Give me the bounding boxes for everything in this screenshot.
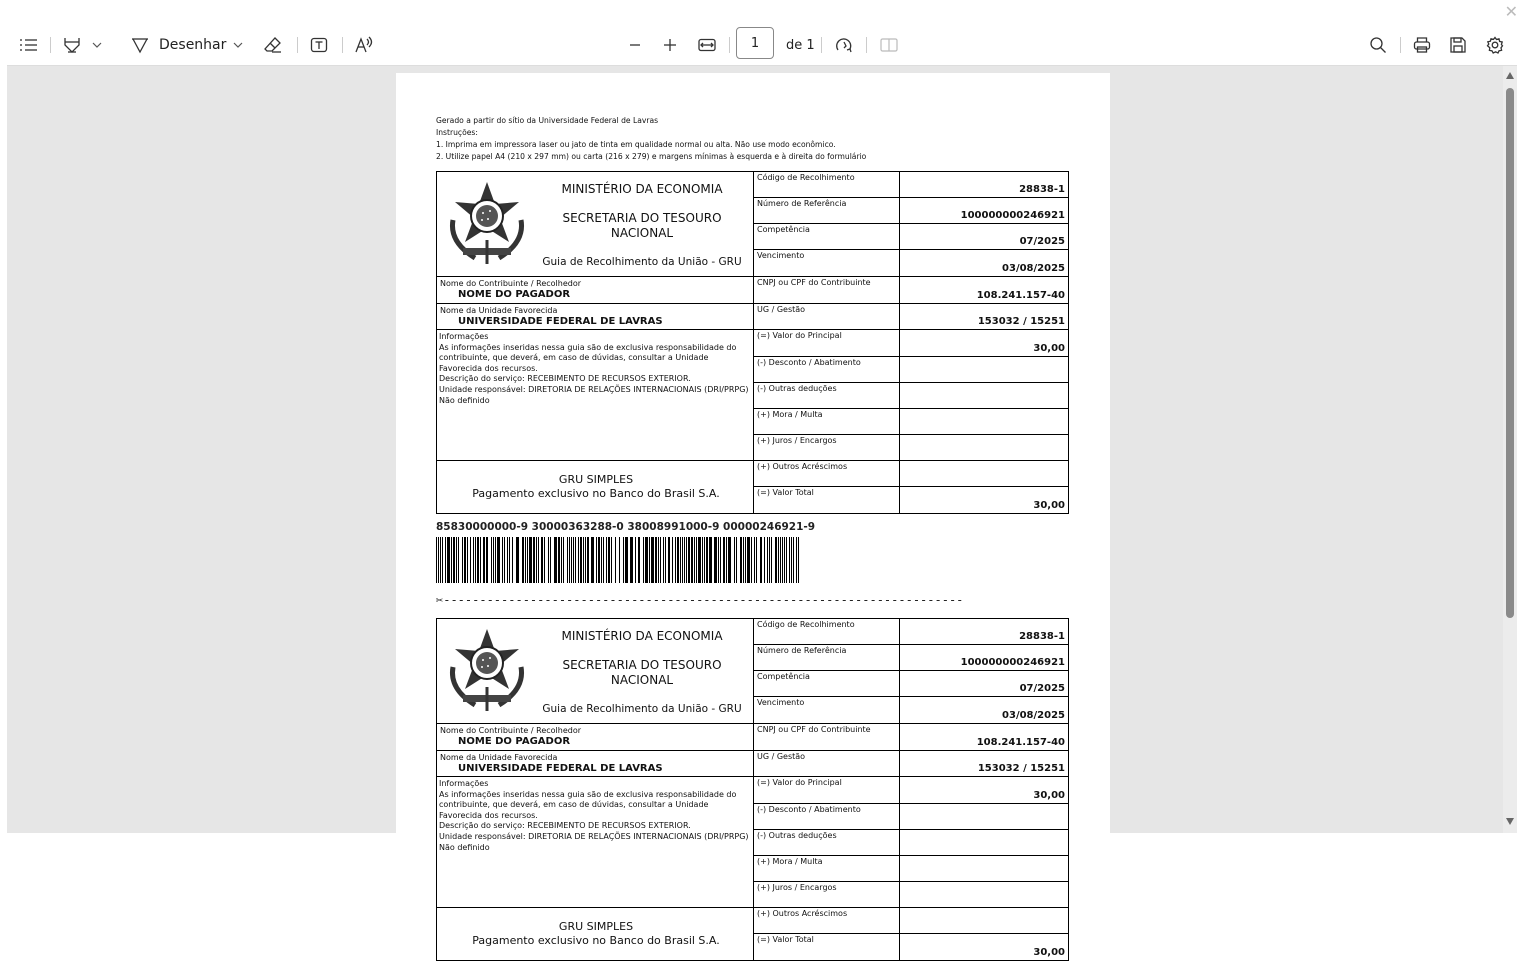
barcode-bar bbox=[775, 537, 777, 583]
field-value-cell bbox=[899, 881, 1069, 908]
barcode-bar bbox=[798, 537, 799, 583]
contribuinte-value: NOME DO PAGADOR bbox=[458, 289, 571, 300]
barcode-bar bbox=[760, 537, 762, 583]
field-label: (-) Desconto / Abatimento bbox=[757, 805, 861, 814]
barcode-bar bbox=[764, 537, 765, 583]
barcode-bar bbox=[740, 537, 742, 583]
barcode-bar bbox=[786, 537, 787, 583]
barcode-bar bbox=[580, 537, 582, 583]
two-page-view-icon bbox=[879, 25, 899, 65]
field-label: CNPJ ou CPF do Contribuinte bbox=[757, 278, 871, 287]
barcode-bar bbox=[696, 537, 697, 583]
barcode-bar bbox=[608, 537, 610, 583]
barcode-bar bbox=[497, 537, 500, 583]
barcode-bar bbox=[601, 537, 602, 583]
gru-payment-note: Pagamento exclusivo no Banco do Brasil S.A. bbox=[472, 934, 720, 947]
barcode-bar bbox=[536, 537, 537, 583]
barcode-bar bbox=[453, 537, 455, 583]
header-cell bbox=[436, 171, 754, 277]
barcode-bar bbox=[611, 537, 612, 583]
unidade-value: UNIVERSIDADE FEDERAL DE LAVRAS bbox=[458, 316, 663, 327]
guide-title: Guia de Recolhimento da União - GRU bbox=[542, 703, 742, 715]
barcode-bar bbox=[585, 537, 586, 583]
field-value-cell bbox=[899, 933, 1069, 961]
field-label-cell bbox=[753, 644, 900, 671]
field-label: (-) Desconto / Abatimento bbox=[757, 358, 861, 367]
barcode-bar bbox=[440, 537, 441, 583]
barcode-bar bbox=[509, 537, 510, 583]
field-value: 30,00 bbox=[1033, 947, 1065, 958]
field-value-cell bbox=[899, 907, 1069, 934]
instruction-line: Gerado a partir do sítio da Universidade Federal de Lavras bbox=[436, 116, 659, 125]
barcode-bar bbox=[630, 537, 633, 583]
barcode-bar bbox=[686, 537, 687, 583]
field-label: Competência bbox=[757, 672, 810, 681]
field-label-cell bbox=[753, 382, 900, 409]
barcode-bar bbox=[502, 537, 503, 583]
barcode-bar bbox=[672, 537, 673, 583]
field-value-cell bbox=[899, 723, 1069, 751]
field-value-cell bbox=[899, 486, 1069, 514]
field-label: Número de Referência bbox=[757, 199, 847, 208]
field-label-cell bbox=[753, 907, 900, 934]
contribuinte-cell bbox=[436, 276, 754, 304]
gru-simples-title: GRU SIMPLES bbox=[558, 920, 634, 933]
barcode-bar bbox=[477, 537, 479, 583]
field-label: (=) Valor Total bbox=[757, 935, 814, 944]
field-value-cell bbox=[899, 670, 1069, 697]
barcode-bar bbox=[473, 537, 474, 583]
barcode-bar bbox=[691, 537, 693, 583]
field-value: 100000000246921 bbox=[960, 657, 1065, 668]
field-value-cell bbox=[899, 618, 1069, 645]
field-label: Competência bbox=[757, 225, 810, 234]
field-label-cell bbox=[753, 696, 900, 724]
field-label: (+) Outros Acréscimos bbox=[757, 462, 848, 471]
field-value-cell bbox=[899, 356, 1069, 383]
field-value-cell bbox=[899, 197, 1069, 224]
barcode-bar bbox=[793, 537, 794, 583]
barcode-bar bbox=[438, 537, 439, 583]
unidade-value: UNIVERSIDADE FEDERAL DE LAVRAS bbox=[458, 763, 663, 774]
pdf-toolbar bbox=[7, 25, 1517, 66]
field-label-cell bbox=[753, 356, 900, 383]
barcode-digits: 85830000000-9 30000363288-0 38008991000-9 00000246921-9 bbox=[436, 521, 816, 533]
barcode-bar bbox=[591, 537, 594, 583]
barcode-bar bbox=[789, 537, 790, 583]
field-label-cell bbox=[753, 881, 900, 908]
barcode-bar bbox=[778, 537, 779, 583]
field-label: (+) Outros Acréscimos bbox=[757, 909, 848, 918]
barcode-bar bbox=[527, 537, 528, 583]
gru-payment-note: Pagamento exclusivo no Banco do Brasil S.A. bbox=[472, 487, 720, 500]
contribuinte-cell bbox=[436, 723, 754, 751]
barcode-bar bbox=[698, 537, 701, 583]
barcode-bar bbox=[447, 537, 450, 583]
barcode-bar bbox=[726, 537, 727, 583]
barcode-bar bbox=[507, 537, 508, 583]
field-label-cell bbox=[753, 276, 900, 304]
barcode-bar bbox=[569, 537, 570, 583]
secretariat-title: SECRETARIA DO TESOURO bbox=[562, 658, 722, 672]
field-label-cell bbox=[753, 803, 900, 830]
highlight-chevron-down-icon[interactable] bbox=[92, 25, 102, 65]
barcode-bar bbox=[567, 537, 568, 583]
barcode-bar bbox=[442, 537, 443, 583]
barcode-bar bbox=[445, 537, 446, 583]
barcode-bar bbox=[544, 537, 545, 583]
contents-icon[interactable] bbox=[19, 25, 39, 65]
field-value-cell bbox=[899, 223, 1069, 250]
barcode-bar bbox=[649, 537, 650, 583]
highlight-icon[interactable] bbox=[63, 25, 81, 65]
close-icon[interactable]: ✕ bbox=[1504, 2, 1518, 21]
zoom-out-icon[interactable] bbox=[628, 25, 642, 65]
barcode-bar bbox=[714, 537, 717, 583]
field-label: (+) Mora / Multa bbox=[757, 410, 823, 419]
gru-simples-cell bbox=[436, 460, 754, 514]
barcode-bar bbox=[682, 537, 683, 583]
field-value-cell bbox=[899, 776, 1069, 804]
field-label: Nome do Contribuinte / Recolhedor bbox=[440, 279, 582, 288]
field-label-cell bbox=[753, 670, 900, 697]
cut-line: ✂------------------------------------------------------------------------ bbox=[436, 593, 964, 607]
field-label-cell bbox=[753, 829, 900, 856]
save-icon[interactable] bbox=[1449, 25, 1467, 65]
barcode-bar bbox=[598, 537, 600, 583]
barcode-bar bbox=[583, 537, 584, 583]
barcode-bar bbox=[571, 537, 572, 583]
barcode-bar bbox=[684, 537, 685, 583]
barcode-bar bbox=[603, 537, 604, 583]
barcode-bar bbox=[464, 537, 466, 583]
field-label: Vencimento bbox=[757, 698, 805, 707]
barcode-bar bbox=[704, 537, 705, 583]
ministry-title: MINISTÉRIO DA ECONOMIA bbox=[561, 182, 723, 196]
barcode-bar bbox=[573, 537, 574, 583]
barcode-bar bbox=[677, 537, 679, 583]
barcode-bar bbox=[782, 537, 783, 583]
barcode-bar bbox=[578, 537, 579, 583]
field-label: Nome da Unidade Favorecida bbox=[440, 753, 558, 762]
header-cell bbox=[436, 618, 754, 724]
barcode-bar bbox=[548, 537, 549, 583]
barcode-bar bbox=[680, 537, 681, 583]
barcode-bar bbox=[525, 537, 526, 583]
barcode-bar bbox=[470, 537, 471, 583]
read-aloud-icon[interactable] bbox=[354, 25, 374, 65]
field-value-cell bbox=[899, 803, 1069, 830]
barcode-bar bbox=[623, 537, 624, 583]
barcode-bar bbox=[771, 537, 772, 583]
field-label-cell bbox=[753, 460, 900, 487]
draw-icon[interactable] bbox=[131, 25, 149, 65]
field-value-cell bbox=[899, 408, 1069, 435]
field-label: (+) Mora / Multa bbox=[757, 857, 823, 866]
page-number-input[interactable]: 1 bbox=[736, 27, 774, 59]
field-value-cell bbox=[899, 249, 1069, 277]
barcode-bar bbox=[643, 537, 644, 583]
barcode-bar bbox=[668, 537, 670, 583]
instructions bbox=[436, 115, 866, 163]
barcode-bar bbox=[767, 537, 768, 583]
field-value: 07/2025 bbox=[1019, 683, 1065, 694]
field-value-cell bbox=[899, 434, 1069, 461]
barcode-bar bbox=[480, 537, 481, 583]
field-value: 28838-1 bbox=[1019, 184, 1065, 195]
barcode-bar bbox=[529, 537, 532, 583]
barcode-bar bbox=[796, 537, 797, 583]
fit-width-icon[interactable] bbox=[698, 25, 716, 65]
secretariat-title: SECRETARIA DO TESOURO bbox=[562, 211, 722, 225]
barcode-bar bbox=[754, 537, 755, 583]
field-label: (+) Juros / Encargos bbox=[757, 883, 837, 892]
barcode-bar bbox=[516, 537, 519, 583]
barcode-bar bbox=[743, 537, 744, 583]
scroll-thumb[interactable] bbox=[1506, 88, 1514, 618]
barcode-bar bbox=[665, 537, 666, 583]
field-value-cell bbox=[899, 303, 1069, 330]
barcode-bar bbox=[702, 537, 703, 583]
barcode-bar bbox=[458, 537, 459, 583]
barcode-bar bbox=[587, 537, 589, 583]
pdf-page bbox=[396, 73, 1110, 958]
field-value-cell bbox=[899, 855, 1069, 882]
field-label: (=) Valor do Principal bbox=[757, 331, 842, 340]
gru-simples-cell bbox=[436, 907, 754, 961]
barcode-bar bbox=[467, 537, 468, 583]
info-cell bbox=[436, 329, 754, 461]
field-value-cell bbox=[899, 696, 1069, 724]
field-value: 30,00 bbox=[1033, 790, 1065, 801]
draw-label[interactable]: Desenhar bbox=[159, 37, 227, 53]
field-value: 28838-1 bbox=[1019, 631, 1065, 642]
barcode-bar bbox=[736, 537, 737, 583]
zoom-in-icon[interactable] bbox=[663, 25, 677, 65]
brazil-coat-of-arms-icon bbox=[445, 180, 529, 266]
field-label: Número de Referência bbox=[757, 646, 847, 655]
field-label-cell bbox=[753, 408, 900, 435]
field-value: 153032 / 15251 bbox=[977, 316, 1065, 327]
field-label: Vencimento bbox=[757, 251, 805, 260]
barcode-bar bbox=[728, 537, 731, 583]
text-box-icon[interactable] bbox=[310, 25, 328, 65]
barcode-bar bbox=[635, 537, 636, 583]
contribuinte-value: NOME DO PAGADOR bbox=[458, 736, 571, 747]
barcode-bar bbox=[533, 537, 535, 583]
barcode-bar bbox=[619, 537, 620, 583]
barcode-bar bbox=[456, 537, 457, 583]
field-label: (=) Valor do Principal bbox=[757, 778, 842, 787]
field-label-cell bbox=[753, 618, 900, 645]
barcode-bar bbox=[475, 537, 476, 583]
barcode-bar bbox=[663, 537, 664, 583]
barcode-bar bbox=[769, 537, 770, 583]
field-label-cell bbox=[753, 776, 900, 804]
field-label: Nome do Contribuinte / Recolhedor bbox=[440, 726, 582, 735]
field-value: 108.241.157-40 bbox=[976, 737, 1065, 748]
gear-icon[interactable] bbox=[1486, 25, 1504, 65]
field-label-cell bbox=[753, 329, 900, 357]
barcode-bar bbox=[718, 537, 719, 583]
barcode-bar bbox=[745, 537, 746, 583]
field-label: Nome da Unidade Favorecida bbox=[440, 306, 558, 315]
barcode-bar bbox=[451, 537, 452, 583]
field-label: Código de Recolhimento bbox=[757, 173, 855, 182]
field-value: 07/2025 bbox=[1019, 236, 1065, 247]
field-label: UG / Gestão bbox=[757, 752, 806, 761]
info-text: Informações As informações inseridas nessa guia são de exclusiva responsabilidade do contribuinte, que deverá, em caso de dúvidas, consultar a Unidade Favorecida dos recursos. Descrição do serviço: RECEBIMENTO DE RECURSOS EXTERIOR. Unidade responsável: DIRETORIA DE RELAÇÕES INTERNACIONAIS (DRI/PRPG) Não definido bbox=[439, 779, 749, 852]
barcode-bar bbox=[688, 537, 690, 583]
document-viewer[interactable] bbox=[7, 66, 1517, 958]
unidade-cell bbox=[436, 303, 754, 330]
barcode-bar bbox=[706, 537, 708, 583]
field-label: CNPJ ou CPF do Contribuinte bbox=[757, 725, 871, 734]
print-icon[interactable] bbox=[1413, 25, 1431, 65]
field-label-cell bbox=[753, 855, 900, 882]
field-value-cell bbox=[899, 329, 1069, 357]
barcode-bar bbox=[734, 537, 735, 583]
barcode-bar bbox=[751, 537, 752, 583]
instruction-line: 2. Utilize papel A4 (210 x 297 mm) ou carta (216 x 279) e margens mínimas à esquerda e à direita do formulário bbox=[436, 152, 867, 161]
barcode-bar bbox=[495, 537, 496, 583]
field-label-cell bbox=[753, 750, 900, 777]
barcode-bar bbox=[645, 537, 648, 583]
barcode-bar bbox=[522, 537, 524, 583]
barcode-bar bbox=[723, 537, 725, 583]
field-label-cell bbox=[753, 933, 900, 961]
barcode-bar bbox=[747, 537, 750, 583]
barcode-bar bbox=[504, 537, 505, 583]
field-label-cell bbox=[753, 486, 900, 514]
barcode-bar bbox=[462, 537, 463, 583]
barcode-bar bbox=[436, 537, 437, 583]
barcode-bar bbox=[780, 537, 781, 583]
field-label-cell bbox=[753, 197, 900, 224]
info-text: Informações As informações inseridas nessa guia são de exclusiva responsabilidade do contribuinte, que deverá, em caso de dúvidas, consultar a Unidade Favorecida dos recursos. Descrição do serviço: RECEBIMENTO DE RECURSOS EXTERIOR. Unidade responsável: DIRETORIA DE RELAÇÕES INTERNACIONAIS (DRI/PRPG) Não definido bbox=[439, 332, 749, 405]
barcode-bar bbox=[615, 537, 616, 583]
page-total-label: de 1 bbox=[786, 37, 815, 53]
scrollbar[interactable] bbox=[1503, 66, 1517, 833]
barcode-bar bbox=[651, 537, 654, 583]
field-label-cell bbox=[753, 434, 900, 461]
field-label: (-) Outras deduções bbox=[757, 831, 837, 840]
barcode-bar bbox=[675, 537, 676, 583]
field-label: (=) Valor Total bbox=[757, 488, 814, 497]
barcode-bar bbox=[784, 537, 785, 583]
field-value-cell bbox=[899, 460, 1069, 487]
barcode-bar bbox=[606, 537, 607, 583]
info-cell bbox=[436, 776, 754, 908]
field-value: 100000000246921 bbox=[960, 210, 1065, 221]
field-value-cell bbox=[899, 171, 1069, 198]
gru-simples-title: GRU SIMPLES bbox=[558, 473, 634, 486]
secretariat-title-2: NACIONAL bbox=[610, 226, 674, 240]
ministry-title: MINISTÉRIO DA ECONOMIA bbox=[561, 629, 723, 643]
barcode-bar bbox=[512, 537, 513, 583]
gru-form bbox=[436, 171, 1069, 514]
barcode-bar bbox=[554, 537, 557, 583]
search-icon[interactable] bbox=[1369, 25, 1387, 65]
field-label-cell bbox=[753, 723, 900, 751]
barcode-bar bbox=[561, 537, 562, 583]
field-label-cell bbox=[753, 303, 900, 330]
field-value: 30,00 bbox=[1033, 343, 1065, 354]
barcode-bar bbox=[709, 537, 712, 583]
field-label-cell bbox=[753, 223, 900, 250]
field-label: (-) Outras deduções bbox=[757, 384, 837, 393]
barcode-bar bbox=[658, 537, 659, 583]
barcode-bar bbox=[791, 537, 792, 583]
field-label-cell bbox=[753, 249, 900, 277]
barcode-bar bbox=[538, 537, 539, 583]
field-value-cell bbox=[899, 382, 1069, 409]
unidade-cell bbox=[436, 750, 754, 777]
secretariat-title-2: NACIONAL bbox=[610, 673, 674, 687]
instruction-line: 1. Imprima em impressora laser ou jato de tinta em qualidade normal ou alta. Não use modo econômico. bbox=[436, 140, 836, 149]
field-value: 03/08/2025 bbox=[1002, 263, 1065, 274]
barcode-bar bbox=[694, 537, 695, 583]
draw-chevron-down-icon[interactable] bbox=[233, 25, 243, 65]
scroll-up-icon[interactable] bbox=[1506, 72, 1514, 79]
barcode-bar bbox=[720, 537, 721, 583]
barcode-bar bbox=[655, 537, 657, 583]
barcode-bar bbox=[491, 537, 492, 583]
barcode bbox=[436, 537, 802, 583]
field-value: 153032 / 15251 bbox=[977, 763, 1065, 774]
barcode-bar bbox=[596, 537, 597, 583]
field-value-cell bbox=[899, 644, 1069, 671]
barcode-bar bbox=[550, 537, 551, 583]
field-value-cell bbox=[899, 829, 1069, 856]
barcode-bar bbox=[493, 537, 494, 583]
field-value-cell bbox=[899, 750, 1069, 777]
field-label-cell bbox=[753, 171, 900, 198]
brazil-coat-of-arms-icon bbox=[445, 627, 529, 713]
field-value: 03/08/2025 bbox=[1002, 710, 1065, 721]
field-value: 30,00 bbox=[1033, 500, 1065, 511]
field-label: Código de Recolhimento bbox=[757, 620, 855, 629]
instruction-line: Instruções: bbox=[436, 128, 478, 137]
barcode-bar bbox=[660, 537, 661, 583]
barcode-bar bbox=[638, 537, 640, 583]
field-label: (+) Juros / Encargos bbox=[757, 436, 837, 445]
field-label: UG / Gestão bbox=[757, 305, 806, 314]
scroll-down-icon[interactable] bbox=[1506, 818, 1514, 825]
barcode-bar bbox=[625, 537, 628, 583]
barcode-bar bbox=[575, 537, 576, 583]
barcode-bar bbox=[483, 537, 485, 583]
guide-title: Guia de Recolhimento da União - GRU bbox=[542, 256, 742, 268]
barcode-bar bbox=[541, 537, 543, 583]
barcode-bar bbox=[756, 537, 757, 583]
barcode-bar bbox=[486, 537, 488, 583]
field-value-cell bbox=[899, 276, 1069, 304]
barcode-bar bbox=[558, 537, 560, 583]
barcode-bar bbox=[563, 537, 564, 583]
gru-form-copy bbox=[436, 618, 1069, 961]
field-value: 108.241.157-40 bbox=[976, 290, 1065, 301]
eraser-icon[interactable] bbox=[264, 25, 282, 65]
rotate-icon[interactable] bbox=[834, 25, 854, 65]
